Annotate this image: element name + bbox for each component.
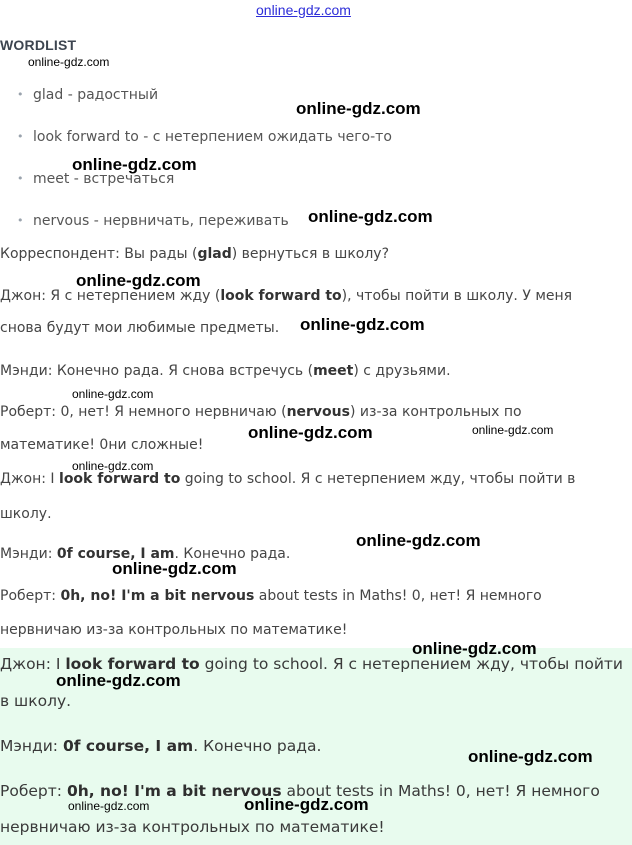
watermark: online-gdz.com [472,423,554,437]
watermark: online-gdz.com [356,531,481,550]
watermark: online-gdz.com [28,55,110,69]
dialogue-line: математике! 0ни сложные! [0,437,204,453]
wordlist-heading: WORDLIST [0,37,77,53]
watermark: online-gdz.com [56,671,181,690]
watermark: online-gdz.com [68,799,150,813]
wordlist-item: • glad - радостный [17,87,158,103]
dialogue-line: Джон: Я с нетерпением жду (look forward to), чтобы пойти в школу. У меня [0,288,573,304]
watermark: online-gdz.com [300,315,425,334]
wordlist-item: • nervous - нервничать, переживать [17,213,289,229]
watermark: online-gdz.com [72,459,154,473]
dialogue-line: Мэнди: 0f course, I am. Конечно рада. [0,737,322,755]
watermark: online-gdz.com [468,747,593,766]
watermark: online-gdz.com [244,795,369,814]
dialogue-line: школу. [0,506,52,522]
dialogue-line: нервничаю из-за контрольных по математике! [0,622,348,638]
watermark: online-gdz.com [72,155,197,174]
wordlist-item: • look forward to - с нетерпением ожидать чего-то [17,129,392,145]
dialogue-line: Корреспондент: Вы рады (glad) вернуться в школу? [0,246,390,262]
dialogue-line: Роберт: 0, нет! Я немного нервничаю (nervous) из-за контрольных по [0,404,522,420]
watermark: online-gdz.com [72,387,154,401]
top-watermark-link[interactable]: online-gdz.com [256,2,351,18]
watermark: online-gdz.com [296,99,421,118]
dialogue-line: в школу. [0,692,72,710]
watermark: online-gdz.com [248,423,373,442]
dialogue-line: Мэнди: Конечно рада. Я снова встречусь (meet) с друзьями. [0,363,451,379]
dialogue-line: Роберт: 0h, no! I'm a bit nervous about tests in Maths! 0, нет! Я немного [0,588,542,604]
watermark: online-gdz.com [308,207,433,226]
dialogue-line: Мэнди: 0f course, I am. Конечно рада. [0,546,291,562]
dialogue-line: нервничаю из-за контрольных по математике! [0,818,385,836]
dialogue-line: Роберт: 0h, no! I'm a bit nervous about tests in Maths! 0, нет! Я немного [0,782,600,800]
dialogue-line: снова будут мои любимые предметы. [0,320,280,336]
dialogue-line: Джон: I look forward to going to school. Я с нетерпением жду, чтобы пойти [0,655,624,673]
watermark: online-gdz.com [112,559,237,578]
watermark: online-gdz.com [412,639,537,658]
dialogue-line: Джон: I look forward to going to school. Я с нетерпением жду, чтобы пойти в [0,471,576,487]
watermark: online-gdz.com [76,271,201,290]
wordlist-item: • meet - встречаться [17,171,174,187]
